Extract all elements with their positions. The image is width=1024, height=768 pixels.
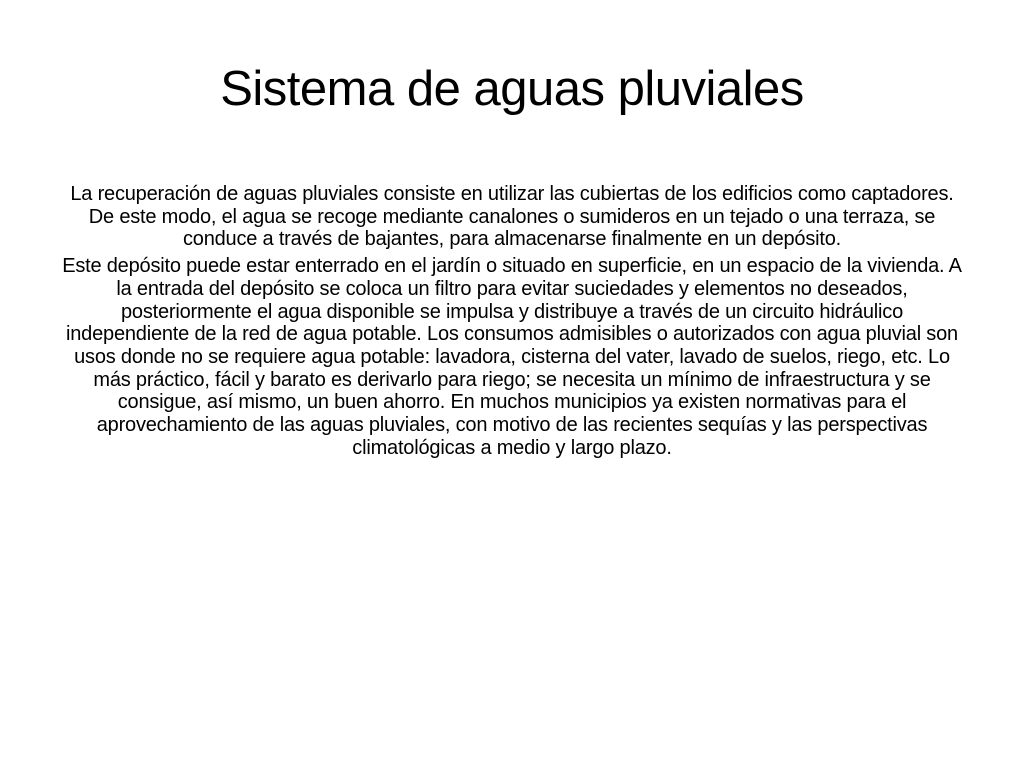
body-paragraph-1: La recuperación de aguas pluviales consiste en utilizar las cubiertas de los edificios como captadores. De este modo, el agua se recoge mediante canalones o sumideros en un tejado o una terraza, se conduce a través de bajantes, para almacenarse finalmente en un depósito. — [70, 183, 954, 251]
slide-title: Sistema de aguas pluviales — [220, 62, 804, 116]
slide-body — [58, 183, 966, 463]
body-paragraph-2: Este depósito puede estar enterrado en el jardín o situado en superficie, en un espacio de la vivienda. A la entrada del depósito se coloca un filtro para evitar suciedades y elementos no deseados, posteriormente el agua disponible se impulsa y distribuye a través de un circuito hidráulico independiente de la red de agua potable. Los consumos admisibles o autorizados con agua pluvial son usos donde no se requiere agua potable: lavadora, cisterna del vater, lavado de suelos, riego, etc. Lo más práctico, fácil y barato es derivarlo para riego; se necesita un mínimo de infraestructura y se consigue, así mismo, un buen ahorro. En muchos municipios ya existen normativas para el aprovechamiento de las aguas pluviales, con motivo de las recientes sequías y las perspectivas climatológicas a medio y largo plazo. — [62, 255, 962, 459]
